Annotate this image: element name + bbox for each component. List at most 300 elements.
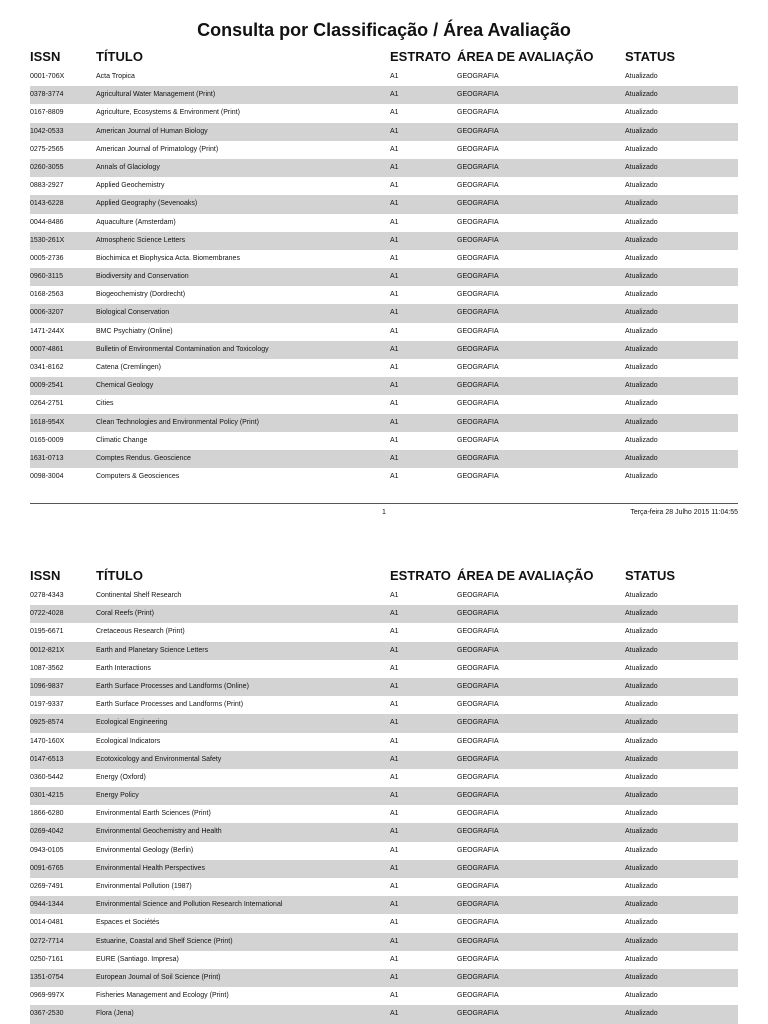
cell-area: GEOGRAFIA (457, 828, 499, 836)
cell-status: Atualizado (625, 810, 658, 818)
cell-titulo: Earth Surface Processes and Landforms (Print) (96, 701, 244, 709)
cell-issn: 0168-2563 (30, 291, 64, 299)
cell-area: GEOGRAFIA (457, 273, 499, 281)
cell-area: GEOGRAFIA (457, 846, 499, 854)
cell-area: GEOGRAFIA (457, 218, 499, 226)
cell-issn: 1631-0713 (30, 454, 64, 462)
cell-estrato: A1 (390, 846, 399, 854)
cell-issn: 1096-9837 (30, 682, 64, 690)
cell-status: Atualizado (625, 919, 658, 927)
table-row (30, 933, 738, 951)
cell-area: GEOGRAFIA (457, 327, 499, 335)
table-row (30, 987, 738, 1005)
cell-issn: 1042-0533 (30, 127, 64, 135)
cell-status: Atualizado (625, 109, 658, 117)
cell-area: GEOGRAFIA (457, 737, 499, 745)
header-area: ÁREA DE AVALIAÇÃO (457, 49, 594, 64)
cell-titulo: Earth and Planetary Science Letters (96, 646, 209, 654)
cell-issn: 0005-2736 (30, 254, 64, 262)
cell-issn: 0269-7491 (30, 883, 64, 890)
cell-status: Atualizado (625, 218, 658, 226)
cell-estrato: A1 (390, 309, 399, 317)
table-row (30, 878, 738, 896)
header-area: ÁREA DE AVALIAÇÃO (457, 568, 594, 583)
cell-area: GEOGRAFIA (457, 182, 499, 190)
cell-estrato: A1 (390, 200, 399, 208)
cell-status: Atualizado (625, 454, 658, 462)
cell-issn: 0044-8486 (30, 218, 64, 226)
cell-titulo: American Journal of Primatology (Print) (96, 145, 219, 153)
cell-titulo: Coral Reefs (Print) (96, 610, 154, 618)
cell-estrato: A1 (390, 828, 399, 836)
cell-titulo: Ecological Engineering (96, 719, 168, 727)
cell-estrato: A1 (390, 127, 399, 135)
cell-estrato: A1 (390, 955, 399, 963)
cell-estrato: A1 (390, 345, 399, 353)
cell-status: Atualizado (625, 309, 658, 317)
cell-titulo: Environmental Geology (Berlin) (96, 846, 194, 854)
cell-estrato: A1 (390, 755, 399, 763)
cell-estrato: A1 (390, 701, 399, 709)
cell-issn: 1470-160X (30, 737, 65, 745)
cell-issn: 1351-0754 (30, 973, 64, 981)
cell-estrato: A1 (390, 646, 399, 654)
cell-area: GEOGRAFIA (457, 755, 499, 763)
cell-status: Atualizado (625, 436, 658, 444)
cell-issn: 0722-4028 (30, 610, 64, 618)
cell-status: Atualizado (625, 992, 658, 1000)
cell-area: GEOGRAFIA (457, 973, 499, 981)
cell-estrato: A1 (390, 473, 399, 481)
table-row (30, 304, 738, 322)
page-footer (30, 503, 738, 522)
cell-issn: 0360-5442 (30, 773, 64, 781)
cell-estrato: A1 (390, 719, 399, 727)
cell-status: Atualizado (625, 846, 658, 854)
cell-area: GEOGRAFIA (457, 628, 499, 636)
table-row (30, 642, 738, 660)
cell-estrato: A1 (390, 592, 399, 599)
cell-titulo: Environmental Health Perspectives (96, 864, 205, 872)
table-row (30, 86, 738, 104)
cell-estrato: A1 (390, 992, 399, 1000)
table-page-1 (30, 46, 738, 486)
cell-issn: 1866-6280 (30, 810, 64, 818)
cell-titulo: Applied Geography (Sevenoaks) (96, 200, 198, 208)
cell-status: Atualizado (625, 145, 658, 153)
cell-issn: 0275-2565 (30, 145, 64, 153)
table-row (30, 805, 738, 823)
header-issn: ISSN (30, 568, 61, 583)
cell-area: GEOGRAFIA (457, 937, 499, 945)
cell-issn: 0341-8162 (30, 364, 64, 371)
cell-issn: 0197-9337 (30, 701, 64, 709)
cell-status: Atualizado (625, 610, 658, 618)
cell-titulo: BMC Psychiatry (Online) (96, 327, 173, 335)
cell-status: Atualizado (625, 883, 658, 890)
cell-issn: 0944-1344 (30, 901, 64, 909)
cell-status: Atualizado (625, 382, 658, 390)
cell-status: Atualizado (625, 200, 658, 208)
cell-status: Atualizado (625, 1010, 658, 1018)
table-row (30, 141, 738, 159)
table-row (30, 787, 738, 805)
table-row (30, 769, 738, 787)
cell-issn: 0009-2541 (30, 382, 64, 390)
table-row (30, 660, 738, 678)
cell-status: Atualizado (625, 592, 658, 599)
cell-titulo: Earth Interactions (96, 664, 151, 672)
cell-area: GEOGRAFIA (457, 701, 499, 709)
cell-estrato: A1 (390, 182, 399, 190)
cell-issn: 0260-3055 (30, 163, 64, 171)
cell-issn: 0167-8809 (30, 109, 64, 117)
cell-titulo: Biogeochemistry (Dordrecht) (96, 291, 186, 299)
cell-area: GEOGRAFIA (457, 163, 499, 171)
cell-area: GEOGRAFIA (457, 200, 499, 208)
cell-titulo: Fisheries Management and Ecology (Print) (96, 992, 229, 1000)
cell-area: GEOGRAFIA (457, 792, 499, 800)
cell-estrato: A1 (390, 773, 399, 781)
cell-status: Atualizado (625, 773, 658, 781)
table-row (30, 1005, 738, 1023)
cell-area: GEOGRAFIA (457, 919, 499, 927)
cell-titulo: Applied Geochemistry (96, 182, 165, 190)
cell-estrato: A1 (390, 737, 399, 745)
cell-estrato: A1 (390, 163, 399, 171)
cell-estrato: A1 (390, 327, 399, 335)
cell-titulo: Ecotoxicology and Environmental Safety (96, 755, 222, 763)
cell-issn: 0272-7714 (30, 937, 64, 945)
table-row (30, 823, 738, 841)
cell-status: Atualizado (625, 73, 658, 80)
cell-status: Atualizado (625, 473, 658, 481)
cell-issn: 0378-3774 (30, 91, 64, 99)
cell-titulo: Estuarine, Coastal and Shelf Science (Print) (96, 937, 233, 945)
cell-issn: 0883-2927 (30, 182, 64, 190)
cell-status: Atualizado (625, 828, 658, 836)
table-row (30, 268, 738, 286)
table-header (30, 565, 738, 587)
table-row (30, 432, 738, 450)
cell-area: GEOGRAFIA (457, 883, 499, 890)
cell-estrato: A1 (390, 273, 399, 281)
header-estrato: ESTRATO (390, 568, 451, 583)
cell-status: Atualizado (625, 901, 658, 909)
cell-estrato: A1 (390, 792, 399, 800)
table-row (30, 714, 738, 732)
cell-area: GEOGRAFIA (457, 610, 499, 618)
cell-estrato: A1 (390, 254, 399, 262)
cell-issn: 0943-0105 (30, 846, 64, 854)
cell-issn: 0269-4042 (30, 828, 64, 836)
cell-estrato: A1 (390, 664, 399, 672)
cell-status: Atualizado (625, 91, 658, 99)
table-row (30, 195, 738, 213)
cell-titulo: Annals of Glaciology (96, 163, 160, 171)
table-row (30, 323, 738, 341)
cell-issn: 0960-3115 (30, 273, 63, 281)
table-row (30, 286, 738, 304)
cell-area: GEOGRAFIA (457, 254, 499, 262)
cell-area: GEOGRAFIA (457, 473, 499, 481)
cell-titulo: Biological Conservation (96, 309, 170, 317)
cell-status: Atualizado (625, 628, 658, 636)
cell-area: GEOGRAFIA (457, 145, 499, 153)
cell-issn: 0367-2530 (30, 1010, 64, 1018)
table-row (30, 159, 738, 177)
cell-titulo: Environmental Pollution (1987) (96, 883, 192, 890)
cell-area: GEOGRAFIA (457, 719, 499, 727)
cell-issn: 0091-6765 (30, 864, 64, 872)
cell-issn: 0925-8574 (30, 719, 64, 727)
cell-titulo: EURE (Santiago. Impresa) (96, 955, 179, 963)
cell-estrato: A1 (390, 682, 399, 690)
cell-estrato: A1 (390, 291, 399, 299)
cell-titulo: Bulletin of Environmental Contamination and Toxicology (96, 345, 269, 353)
table-row (30, 341, 738, 359)
cell-status: Atualizado (625, 701, 658, 709)
table-row (30, 896, 738, 914)
cell-area: GEOGRAFIA (457, 646, 499, 654)
table-body (30, 587, 738, 1024)
cell-area: GEOGRAFIA (457, 992, 499, 1000)
table-row (30, 751, 738, 769)
cell-titulo: Agricultural Water Management (Print) (96, 91, 216, 99)
cell-estrato: A1 (390, 436, 399, 444)
cell-titulo: Earth Surface Processes and Landforms (Online) (96, 682, 249, 690)
cell-estrato: A1 (390, 454, 399, 462)
cell-issn: 1618-954X (30, 418, 65, 426)
cell-estrato: A1 (390, 937, 399, 945)
table-row (30, 395, 738, 413)
cell-estrato: A1 (390, 382, 399, 390)
print-date: Terça-feira 28 Julho 2015 11:04:55 (630, 509, 738, 516)
cell-status: Atualizado (625, 792, 658, 800)
cell-area: GEOGRAFIA (457, 127, 499, 135)
cell-issn: 1087-3562 (30, 664, 64, 672)
cell-status: Atualizado (625, 864, 658, 872)
cell-estrato: A1 (390, 145, 399, 153)
cell-estrato: A1 (390, 364, 399, 371)
cell-area: GEOGRAFIA (457, 364, 499, 371)
cell-estrato: A1 (390, 864, 399, 872)
cell-issn: 0264-2751 (30, 400, 64, 408)
cell-titulo: Agriculture, Ecosystems & Environment (Print) (96, 109, 240, 117)
table-row (30, 377, 738, 395)
cell-status: Atualizado (625, 737, 658, 745)
cell-estrato: A1 (390, 91, 399, 99)
cell-titulo: Biodiversity and Conservation (96, 273, 189, 281)
cell-status: Atualizado (625, 682, 658, 690)
cell-issn: 0250-7161 (30, 955, 64, 963)
cell-estrato: A1 (390, 973, 399, 981)
header-titulo: TÍTULO (96, 568, 143, 583)
cell-area: GEOGRAFIA (457, 400, 499, 408)
cell-titulo: Chemical Geology (96, 382, 154, 390)
cell-area: GEOGRAFIA (457, 901, 499, 909)
cell-issn: 0969-997X (30, 992, 65, 1000)
cell-estrato: A1 (390, 218, 399, 226)
cell-area: GEOGRAFIA (457, 592, 499, 599)
header-status: STATUS (625, 568, 676, 583)
cell-area: GEOGRAFIA (457, 1010, 499, 1018)
cell-estrato: A1 (390, 901, 399, 909)
table-row (30, 414, 738, 432)
cell-status: Atualizado (625, 719, 658, 727)
cell-titulo: Cities (96, 400, 114, 408)
table-row (30, 951, 738, 969)
cell-estrato: A1 (390, 1010, 399, 1018)
cell-status: Atualizado (625, 273, 658, 281)
cell-issn: 0001-706X (30, 73, 65, 80)
header-issn: ISSN (30, 49, 61, 64)
cell-status: Atualizado (625, 646, 658, 654)
cell-area: GEOGRAFIA (457, 91, 499, 99)
cell-area: GEOGRAFIA (457, 955, 499, 963)
table-row (30, 232, 738, 250)
cell-status: Atualizado (625, 755, 658, 763)
cell-status: Atualizado (625, 345, 658, 353)
cell-estrato: A1 (390, 610, 399, 618)
cell-estrato: A1 (390, 400, 399, 408)
cell-estrato: A1 (390, 628, 399, 636)
cell-issn: 1530-261X (30, 236, 65, 244)
cell-status: Atualizado (625, 364, 658, 371)
table-page-2 (30, 565, 738, 1024)
page-title: Consulta por Classificação / Área Avaliação (197, 20, 571, 40)
table-row (30, 605, 738, 623)
cell-issn: 0006-3207 (30, 309, 64, 317)
cell-area: GEOGRAFIA (457, 109, 499, 117)
cell-titulo: Aquaculture (Amsterdam) (96, 218, 176, 226)
table-row (30, 696, 738, 714)
cell-estrato: A1 (390, 73, 399, 80)
cell-issn: 0098-3004 (30, 473, 64, 481)
cell-estrato: A1 (390, 883, 399, 890)
table-row (30, 123, 738, 141)
cell-titulo: Ecological Indicators (96, 737, 161, 745)
cell-area: GEOGRAFIA (457, 436, 499, 444)
cell-titulo: Cretaceous Research (Print) (96, 628, 185, 636)
table-row (30, 860, 738, 878)
cell-status: Atualizado (625, 664, 658, 672)
cell-titulo: Environmental Earth Sciences (Print) (96, 810, 211, 818)
cell-titulo: Environmental Science and Pollution Research International (96, 901, 283, 909)
cell-titulo: Biochimica et Biophysica Acta. Biomembranes (96, 254, 240, 262)
cell-area: GEOGRAFIA (457, 291, 499, 299)
cell-titulo: Clean Technologies and Environmental Policy (Print) (96, 418, 259, 426)
cell-issn: 0278-4343 (30, 592, 64, 599)
table-row (30, 450, 738, 468)
cell-status: Atualizado (625, 254, 658, 262)
cell-area: GEOGRAFIA (457, 864, 499, 872)
cell-area: GEOGRAFIA (457, 664, 499, 672)
cell-area: GEOGRAFIA (457, 773, 499, 781)
table-row (30, 678, 738, 696)
cell-titulo: Continental Shelf Research (96, 592, 182, 599)
cell-status: Atualizado (625, 400, 658, 408)
table-row (30, 214, 738, 232)
table-row (30, 68, 738, 86)
table-row (30, 587, 738, 605)
table-row (30, 842, 738, 860)
cell-issn: 0147-6513 (30, 755, 64, 763)
table-row (30, 969, 738, 987)
cell-status: Atualizado (625, 163, 658, 171)
cell-area: GEOGRAFIA (457, 682, 499, 690)
cell-titulo: Acta Tropica (96, 73, 135, 80)
cell-status: Atualizado (625, 236, 658, 244)
table-row (30, 623, 738, 641)
cell-titulo: American Journal of Human Biology (96, 127, 208, 135)
cell-estrato: A1 (390, 109, 399, 117)
cell-issn: 0007-4861 (30, 345, 64, 353)
header-estrato: ESTRATO (390, 49, 451, 64)
header-status: STATUS (625, 49, 676, 64)
cell-status: Atualizado (625, 937, 658, 945)
cell-issn: 0165-0009 (30, 436, 64, 444)
cell-status: Atualizado (625, 127, 658, 135)
cell-titulo: European Journal of Soil Science (Print) (96, 973, 221, 981)
cell-area: GEOGRAFIA (457, 73, 499, 80)
cell-issn: 1471-244X (30, 327, 65, 335)
cell-area: GEOGRAFIA (457, 309, 499, 317)
cell-titulo: Catena (Cremlingen) (96, 364, 161, 371)
table-row (30, 250, 738, 268)
cell-area: GEOGRAFIA (457, 418, 499, 426)
table-row (30, 468, 738, 486)
table-row (30, 914, 738, 932)
cell-status: Atualizado (625, 955, 658, 963)
cell-area: GEOGRAFIA (457, 454, 499, 462)
table-row (30, 177, 738, 195)
cell-area: GEOGRAFIA (457, 810, 499, 818)
cell-titulo: Espaces et Sociétés (96, 919, 160, 927)
cell-issn: 0195-6671 (30, 628, 64, 636)
cell-issn: 0014-0481 (30, 919, 64, 927)
cell-titulo: Climatic Change (96, 436, 148, 444)
cell-titulo: Environmental Geochemistry and Health (96, 828, 222, 836)
cell-issn: 0012-821X (30, 646, 65, 654)
cell-estrato: A1 (390, 236, 399, 244)
cell-estrato: A1 (390, 810, 399, 818)
table-row (30, 359, 738, 377)
cell-issn: 0301-4215 (30, 792, 64, 800)
table-body (30, 68, 738, 486)
cell-status: Atualizado (625, 182, 658, 190)
cell-estrato: A1 (390, 919, 399, 927)
cell-status: Atualizado (625, 327, 658, 335)
table-header (30, 46, 738, 68)
cell-status: Atualizado (625, 418, 658, 426)
cell-titulo: Energy Policy (96, 792, 139, 800)
cell-area: GEOGRAFIA (457, 382, 499, 390)
cell-estrato: A1 (390, 418, 399, 426)
header-titulo: TÍTULO (96, 49, 143, 64)
table-row (30, 733, 738, 751)
cell-titulo: Computers & Geosciences (96, 473, 180, 481)
cell-area: GEOGRAFIA (457, 345, 499, 353)
cell-titulo: Atmospheric Science Letters (96, 236, 186, 244)
cell-status: Atualizado (625, 973, 658, 981)
cell-titulo: Energy (Oxford) (96, 773, 146, 781)
cell-issn: 0143-6228 (30, 200, 64, 208)
table-row (30, 104, 738, 122)
cell-titulo: Comptes Rendus. Geoscience (96, 454, 191, 462)
cell-titulo: Flora (Jena) (96, 1010, 134, 1018)
cell-status: Atualizado (625, 291, 658, 299)
